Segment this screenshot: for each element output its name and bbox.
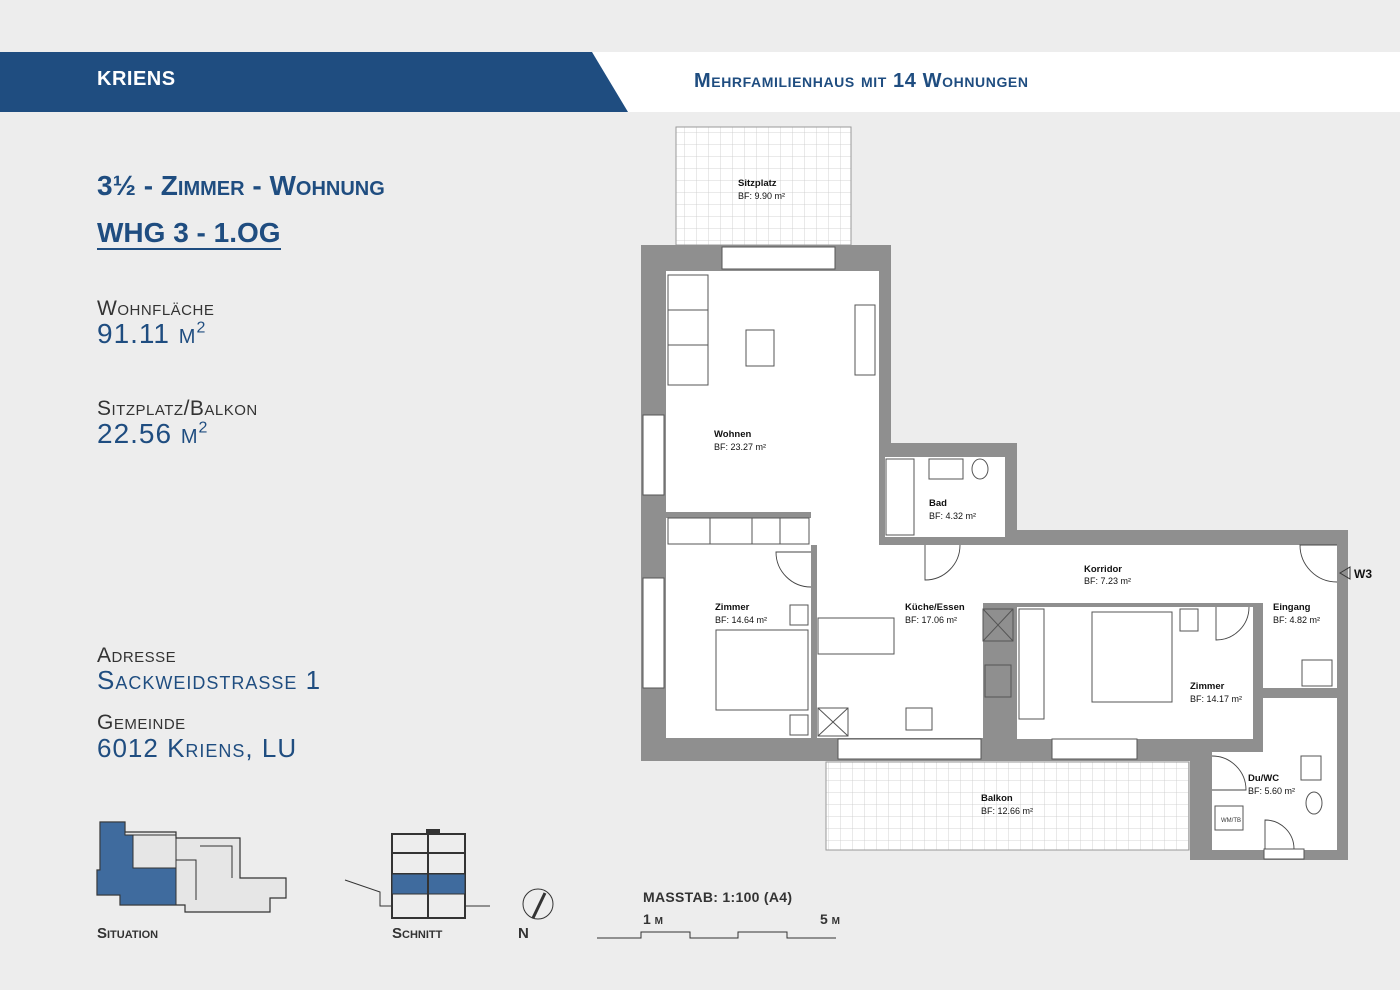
- appliance-label: WM/TB: [1221, 818, 1241, 824]
- room-area: BF: 23.27 m²: [714, 442, 767, 452]
- room-name: Bad: [929, 498, 947, 509]
- scale-bar: [597, 932, 836, 938]
- room-area: BF: 14.17 m²: [1190, 694, 1243, 704]
- address-value: Sackweidstrasse 1: [97, 665, 322, 695]
- municipality-label: Gemeinde: [97, 711, 186, 734]
- room-name: Du/WC: [1248, 773, 1280, 784]
- room-area: BF: 4.32 m²: [929, 511, 977, 521]
- room-area: BF: 4.82 m²: [1273, 615, 1321, 625]
- schnitt-caption: Schnitt: [392, 925, 443, 942]
- room-area: BF: 14.64 m²: [715, 615, 768, 625]
- address-label: Adresse: [97, 644, 177, 667]
- terrace-label: Sitzplatz/Balkon: [97, 397, 258, 420]
- scale-end-label: 5 m: [820, 911, 841, 927]
- room-name: Eingang: [1273, 602, 1311, 613]
- location-title: KRIENS: [97, 68, 176, 90]
- situation-mini-plan: [97, 822, 286, 912]
- room-name: Balkon: [981, 793, 1013, 804]
- terrace-value: 22.56 $m^2$: [97, 418, 209, 449]
- building-title: Mehrfamilienhaus mit 14 Wohnungen: [694, 70, 1029, 92]
- room-name: Zimmer: [1190, 681, 1225, 692]
- room-name: Sitzplatz: [738, 178, 777, 189]
- living-area-label: Wohnfläche: [97, 297, 215, 320]
- room-name: Küche/Essen: [905, 602, 965, 613]
- section-schnitt: [345, 829, 490, 918]
- room-area: BF: 12.66 m²: [981, 806, 1034, 816]
- room-area: BF: 7.23 m²: [1084, 576, 1132, 586]
- municipality-value: 6012 Kriens, LU: [97, 733, 298, 763]
- room-name: Wohnen: [714, 429, 752, 440]
- room-area: BF: 17.06 m²: [905, 615, 958, 625]
- entrance-marker: W3: [1354, 567, 1372, 581]
- room-area: BF: 9.90 m²: [738, 191, 786, 201]
- north-arrow-icon: [523, 889, 553, 919]
- living-area-value: 91.11 $m^2$: [97, 318, 207, 349]
- room-area: BF: 5.60 m²: [1248, 786, 1296, 796]
- room-name: Korridor: [1084, 564, 1122, 575]
- room-name: Zimmer: [715, 602, 750, 613]
- scale-start-label: 1 m: [643, 911, 664, 927]
- unit-code: WHG 3 - 1.OG: [97, 217, 281, 248]
- situation-caption: Situation: [97, 925, 159, 942]
- scale-title: MASSTAB: 1:100 (A4): [643, 889, 793, 905]
- unit-type-title: 3½ - Zimmer - Wohnung: [97, 170, 385, 201]
- north-label: N: [518, 925, 529, 942]
